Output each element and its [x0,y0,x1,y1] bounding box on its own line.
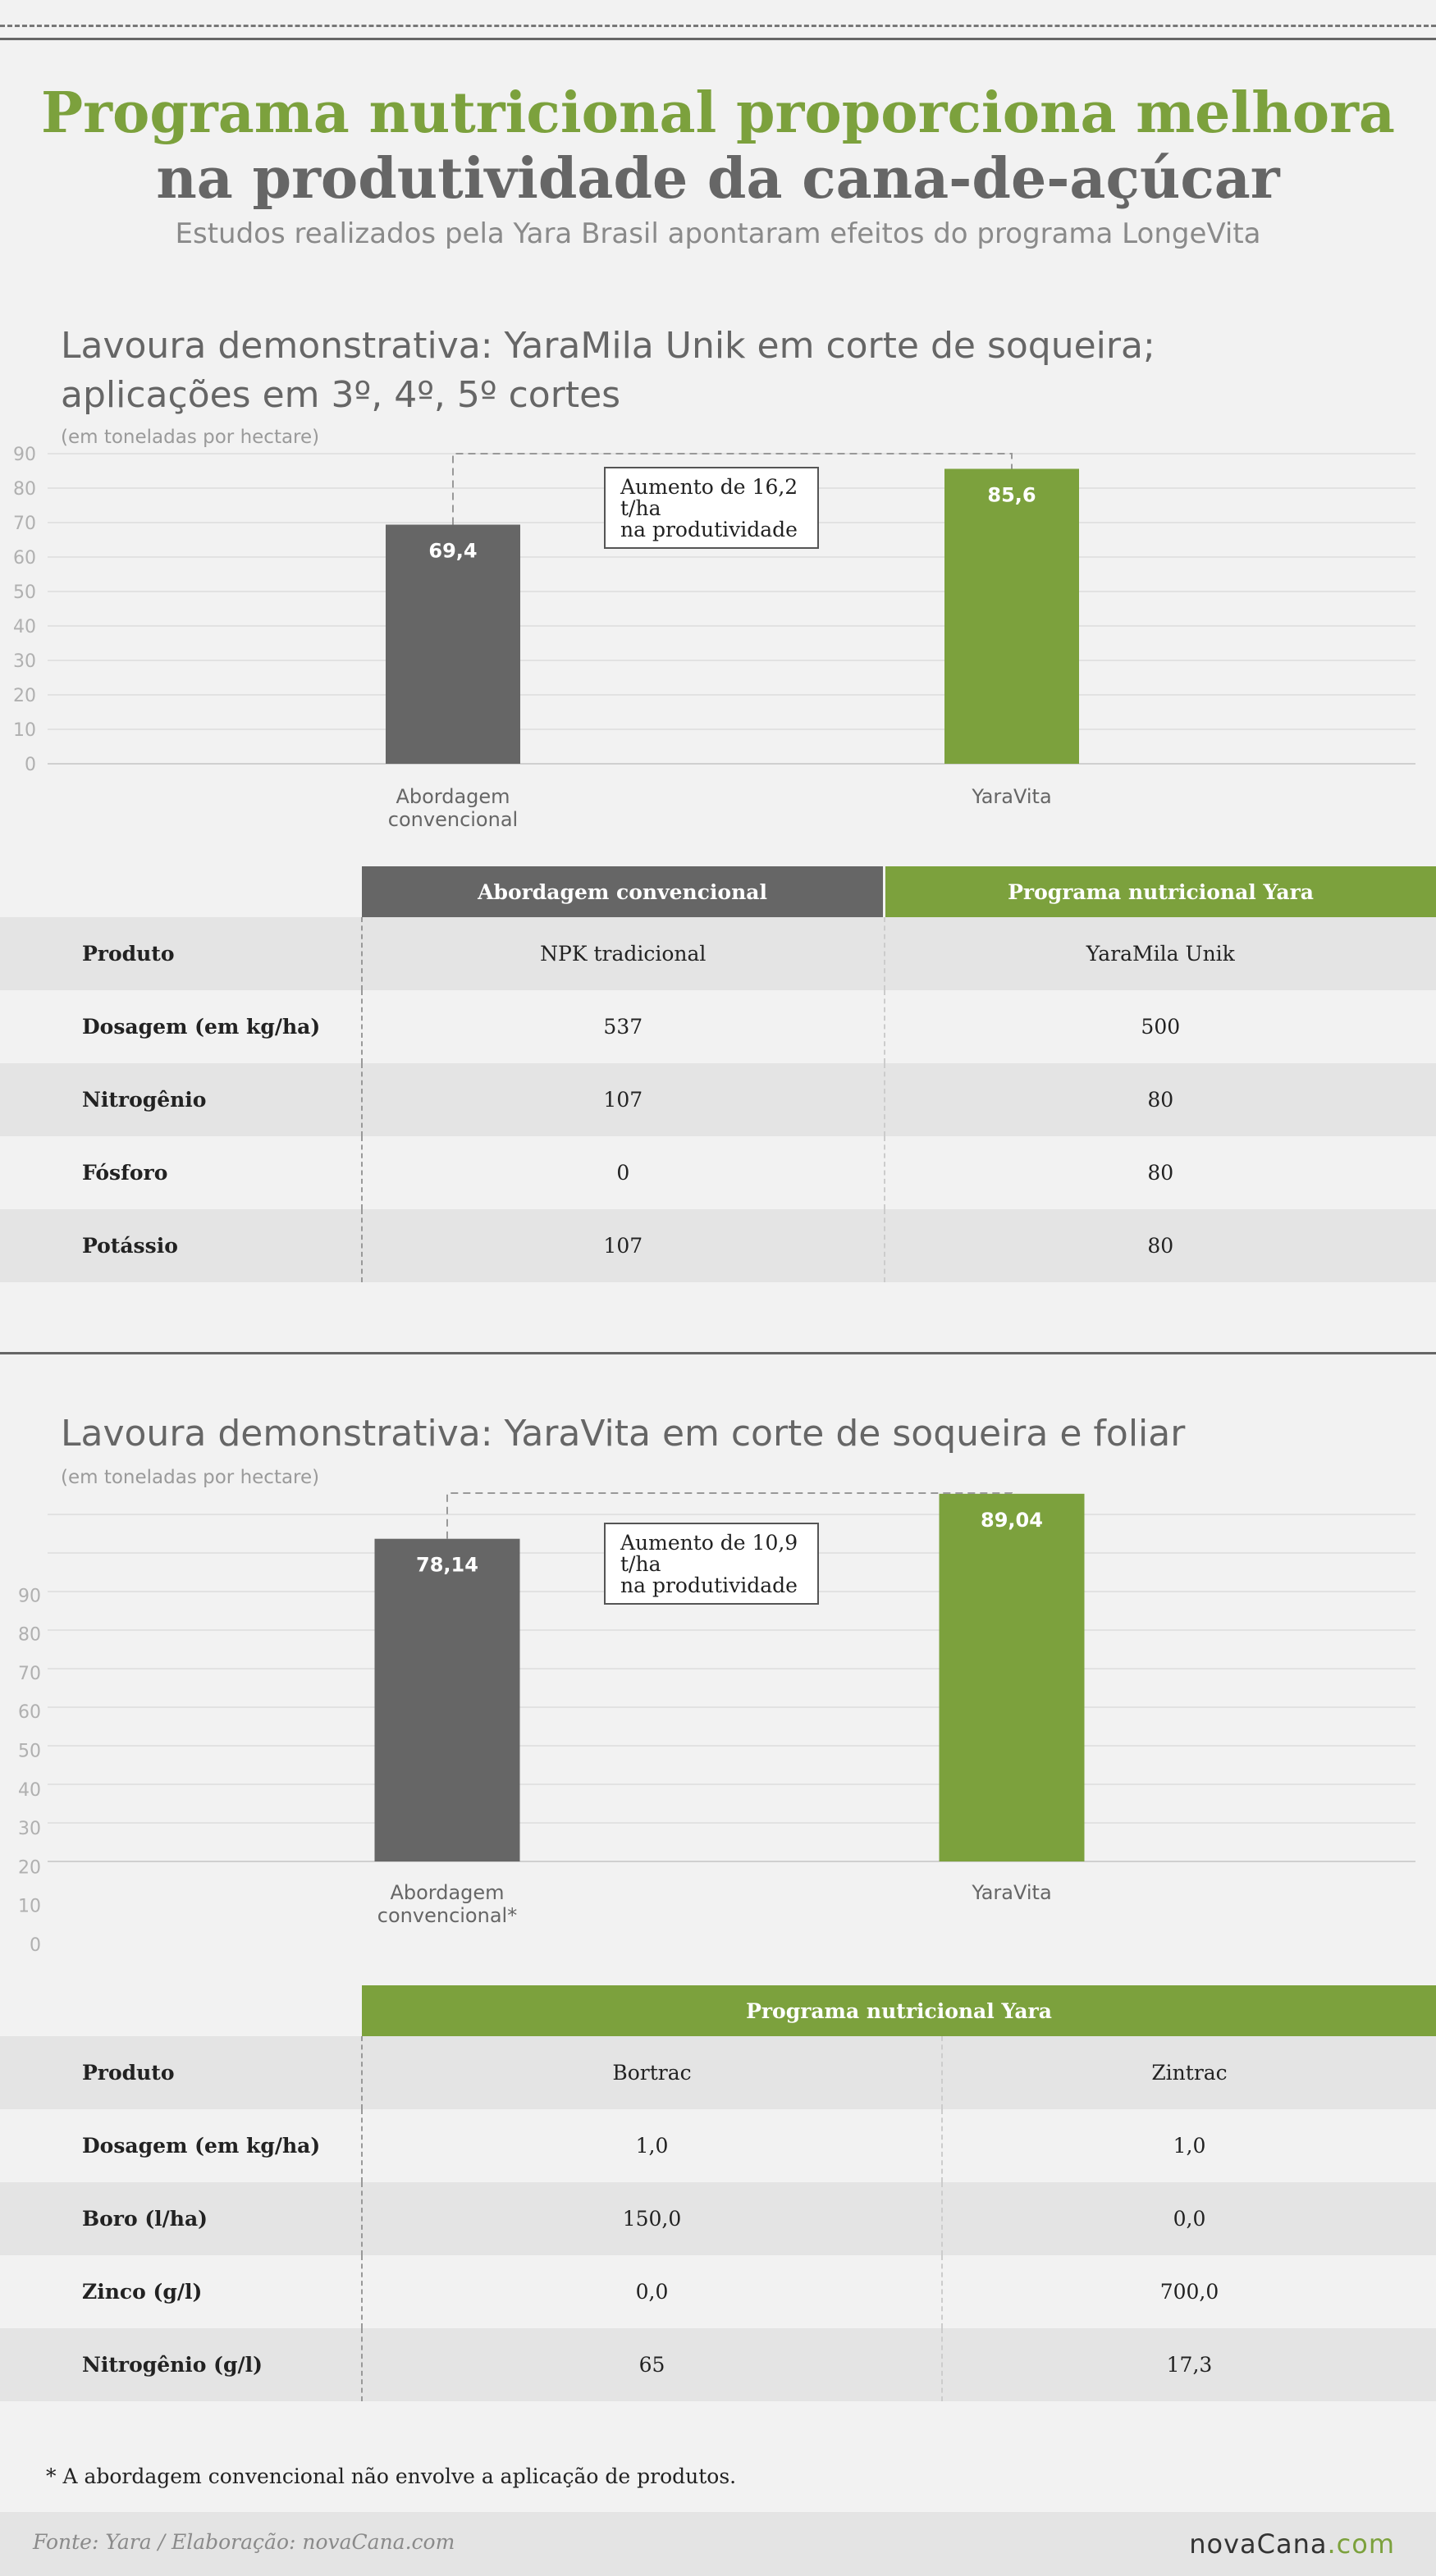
row-label: Nitrogênio [0,1063,362,1136]
chart-1-callout-line-1: Aumento de 16,2 t/ha [620,475,798,520]
chart-1-unit-note: (em toneladas por hectare) [61,427,320,448]
chart-2-callout [604,1523,819,1605]
cell-bortrac: 1,0 [362,2109,942,2182]
logo-suffix-text: .com [1327,2528,1395,2560]
cell-zintrac: 17,3 [942,2328,1436,2401]
y-tick-label: 80 [18,1624,41,1646]
y-tick-label: 50 [18,1741,41,1762]
table-2 [0,1985,1436,2401]
cell-conventional: NPK tradicional [362,917,885,990]
y-tick-label: 60 [18,1702,41,1724]
y-tick-label: 0 [25,755,36,775]
y-tick-label: 10 [18,1896,41,1917]
y-tick-label: 30 [13,651,36,672]
row-label: Boro (l/ha) [0,2182,362,2255]
category-label: Abordagem [396,785,510,808]
cell-conventional: 537 [362,990,885,1063]
row-label: Produto [0,917,362,990]
bar [375,1539,520,1861]
chart-1-title-line-1: Lavoura demonstrativa: YaraMila Unik em corte de soqueira; [61,325,1155,367]
table-2-header-row [0,1985,1436,2036]
cell-zintrac: 1,0 [942,2109,1436,2182]
y-tick-label: 10 [13,720,36,741]
y-tick-label: 30 [18,1819,41,1840]
chart-2-unit-note: (em toneladas por hectare) [61,1467,320,1488]
category-label: convencional* [377,1904,518,1927]
y-tick-label: 20 [13,686,36,706]
y-tick-label: 90 [18,1586,41,1607]
row-label: Dosagem (em kg/ha) [0,990,362,1063]
footer [0,2512,1436,2576]
chart-2-title: Lavoura demonstrativa: YaraVita em corte de soqueira e foliar [61,1413,1186,1455]
row-label: Dosagem (em kg/ha) [0,2109,362,2182]
y-tick-label: 70 [13,514,36,534]
headline-line-1: Programa nutricional proporciona melhora [41,80,1395,146]
row-label: Nitrogênio (g/l) [0,2328,362,2401]
table-row [0,2182,1436,2255]
table-row [0,2036,1436,2109]
bar-value-label: 78,14 [416,1553,478,1577]
cell-zintrac: Zintrac [942,2036,1436,2109]
table-1-header-conventional: Abordagem convencional [362,866,885,917]
y-tick-label: 40 [13,617,36,637]
source-credit: Fonte: Yara / Elaboração: novaCana.com [33,2530,455,2554]
category-label: YaraVita [972,1881,1052,1904]
headline-line-2: na produtividade da cana-de-açúcar [156,146,1280,212]
category-label: YaraVita [972,785,1052,808]
subtitle: Estudos realizados pela Yara Brasil apontaram efeitos do programa LongeVita [175,217,1261,250]
y-tick-label: 0 [30,1935,41,1956]
cell-yara: 80 [885,1136,1436,1209]
y-tick-label: 20 [18,1857,41,1879]
table-1-header-yara: Programa nutricional Yara [885,866,1436,917]
cell-conventional: 107 [362,1209,885,1282]
row-label: Potássio [0,1209,362,1282]
table-row [0,2255,1436,2328]
table-row [0,2328,1436,2401]
y-tick-label: 90 [13,445,36,465]
chart-1-callout-line-2: na produtividade [620,518,798,541]
row-label: Fósforo [0,1136,362,1209]
table-2-corner [0,1985,362,2036]
novacana-logo[interactable] [1189,2528,1395,2560]
cell-yara: 500 [885,990,1436,1063]
chart-2-callout-line-2: na produtividade [620,1573,798,1597]
category-label: Abordagem [390,1881,505,1904]
cell-yara: 80 [885,1209,1436,1282]
table-row [0,2109,1436,2182]
bar-value-label: 85,6 [987,483,1036,507]
row-label: Produto [0,2036,362,2109]
y-tick-label: 80 [13,479,36,500]
footnote: * A abordagem convencional não envolve a aplicação de produtos. [46,2464,737,2488]
chart-2-callout-line-1: Aumento de 10,9 t/ha [620,1531,798,1576]
cell-conventional: 107 [362,1063,885,1136]
bar [940,1494,1085,1861]
cell-conventional: 0 [362,1136,885,1209]
y-tick-label: 60 [13,548,36,569]
cell-yara: YaraMila Unik [885,917,1436,990]
table-2-header-yara: Programa nutricional Yara [362,1985,1436,2036]
row-label: Zinco (g/l) [0,2255,362,2328]
y-tick-label: 50 [13,582,36,603]
cell-bortrac: 150,0 [362,2182,942,2255]
cell-yara: 80 [885,1063,1436,1136]
cell-zintrac: 700,0 [942,2255,1436,2328]
cell-bortrac: 0,0 [362,2255,942,2328]
logo-main-text: novaCana [1189,2528,1328,2560]
cell-zintrac: 0,0 [942,2182,1436,2255]
bar-value-label: 69,4 [428,539,478,563]
cell-bortrac: Bortrac [362,2036,942,2109]
chart-1-title-line-2: aplicações em 3º, 4º, 5º cortes [61,374,621,416]
y-tick-label: 70 [18,1663,41,1684]
y-tick-label: 40 [18,1779,41,1801]
bar-value-label: 89,04 [981,1508,1043,1532]
category-label: convencional [387,808,519,831]
cell-bortrac: 65 [362,2328,942,2401]
